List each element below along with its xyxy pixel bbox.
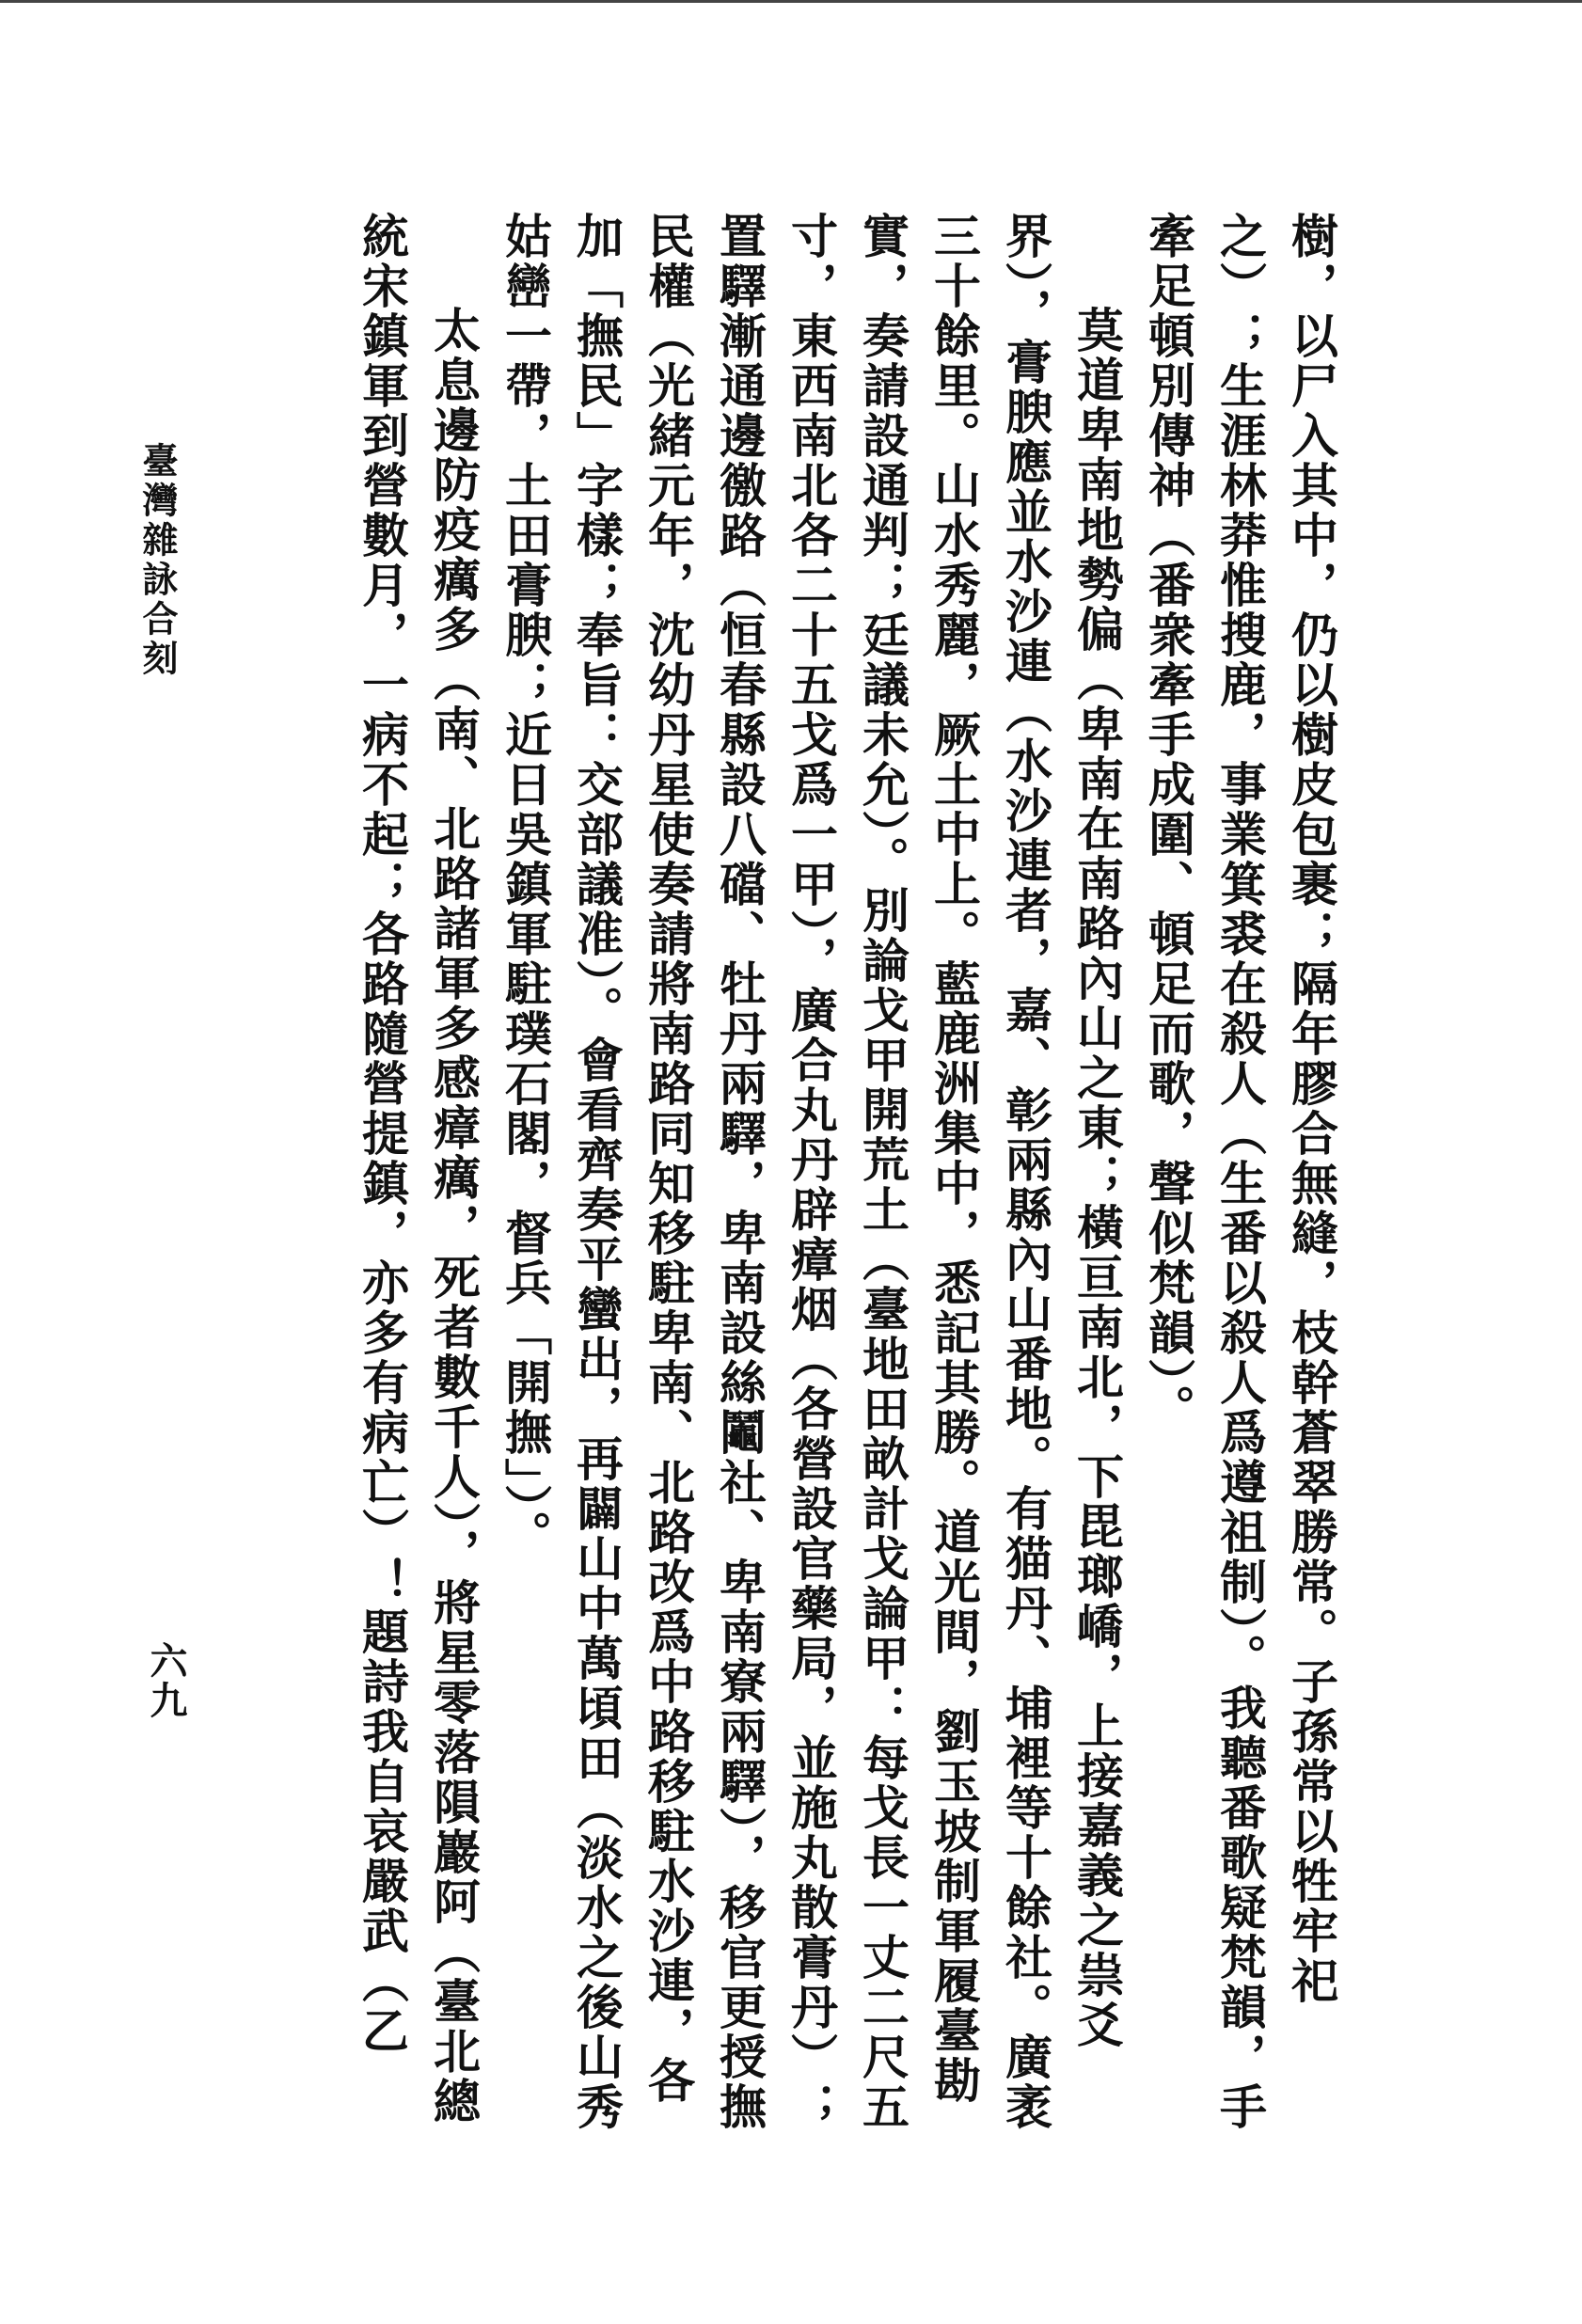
- paragraph-continuation: 樹，以尸入其中，仍以樹皮包裹；隔年膠合無縫，枝幹蒼翠勝常。子孫常以牲牢祀之）；生涯林莽惟搜鹿，事業箕裘在殺人（生番以殺人爲遵祖制）。我聽番歌疑梵韻，手牽足頓別傳神（番衆牽手成圍、頓足而歌，聲似梵韻）。: [1141, 212, 1339, 2132]
- paragraph-frontier-plague-poem: 太息邊防疫癘多（南、北路諸軍多感瘴癘，死者數千人），將星零落隕巖阿（臺北總統宋鎮軍到營數月，一病不起；各路隨營提鎮，亦多有病亡）！題詩我自哀嚴武（乙: [355, 212, 482, 2126]
- running-title: 臺灣雜詠合刻: [136, 442, 179, 679]
- page-number: 六九: [144, 1641, 188, 1720]
- top-border-rule: [0, 0, 1582, 3]
- paragraph-beinan-poem: 莫道卑南地勢偏（卑南在南路內山之東；橫亘南北，下毘瑯嶠，上接嘉義之祟爻界），膏腴應並水沙連（水沙連者，嘉、彰兩縣內山番地。有猫丹、埔裡等十餘社。廣袤三十餘里。山水秀麗，厥土中上。藍鹿洲集中，悉記其勝。道光間，劉玉坡制軍履臺勘實，奏請設通判；廷議未允）。別論戈甲開荒土（臺地田畝計戈論甲：每戈長一丈二尺五寸，東西南北各二十五戈爲一甲），廣合丸丹辟瘴烟（各營設官藥局，並施丸散膏丹）；置驛漸通邊徼路（恒春縣設八礑、牡丹兩驛，卑南設絲鬮社、卑南寮兩驛），移官更授撫民權（光緒元年，沈幼丹星使奏請將南路同知移駐卑南、北路改爲中路移駐水沙連，各加「撫民」字樣；奉旨：交部議准）。會看齊奏平蠻出，再闢山中萬頃田（淡水之後山秀姑巒一帶，土田膏腴；近日吳鎮軍駐璞石閣，督兵「開撫」）。: [498, 212, 1125, 2132]
- vertical-text-body: [181, 212, 1347, 2140]
